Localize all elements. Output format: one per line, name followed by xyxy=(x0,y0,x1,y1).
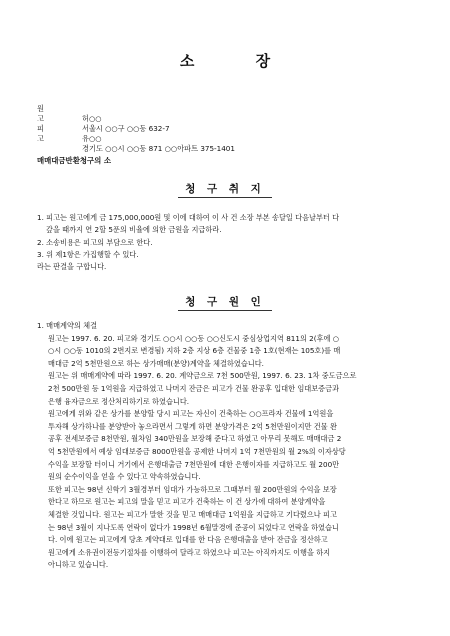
claims-title-underline xyxy=(178,197,272,198)
reason-line: 는 98년 3월이 지나도록 연락이 없다가 1998년 6월말경에 준공이 되었다고 연락을 하였습니 xyxy=(48,522,339,532)
reason-line: 공후 전세보증금 8천만원, 월차임 340만원을 보장해 준다고 하였고 아무리 못해도 매매대금 2 xyxy=(48,434,342,444)
reason-line: 원고에게 위와 같은 상가를 분양할 당시 피고는 자신이 건축하는 ○○프라자 건물에 1억원을 xyxy=(48,409,334,419)
reasons-title: 청 구 원 인 xyxy=(185,296,265,308)
reason-line: ○시 ○○동 1010의 2번지로 변경됨) 지하 2층 지상 6층 건물중 1층 1호(현재는 105호)를 매 xyxy=(48,346,341,356)
defendant-role: 피 고 xyxy=(37,124,58,143)
reason-line: 체결한 것입니다. 원고는 피고가 말한 것을 믿고 매매대금 1억원을 지급하고 기다렸으나 피고 xyxy=(48,509,337,519)
reason-line: 2천 500만원 등 1억원을 지급하였고 나머지 잔금은 피고가 건물 완공후 입대한 임대보증금과 xyxy=(48,383,340,393)
plaintiff-address: 서울시 ○○구 ○○동 632-7 xyxy=(82,124,170,133)
defendant-block xyxy=(37,124,235,154)
reason-line: 한다고 하므로 원고는 피고의 말을 믿고 피고가 건축하는 이 건 상가에 대하여 분양계약을 xyxy=(48,497,326,507)
claims-title: 청 구 취 지 xyxy=(185,183,265,195)
case-title: 매매대금반환청구의 소 xyxy=(37,156,111,165)
claim-line: 라는 판결을 구합니다. xyxy=(37,262,107,272)
reason-line: 원고는 1997. 6. 20. 피고와 경기도 ○○시 ○○동 ○○신도시 중심상업지역 811의 2(후에 ○ xyxy=(48,333,339,343)
claims-section xyxy=(37,212,429,273)
reasons-section xyxy=(37,320,429,572)
reason-line: 다. 이에 원고는 피고에게 당초 계약대로 입대를 한 다음 은행대출을 받아 잔금을 정산하고 xyxy=(48,535,328,545)
reason-line: 원고에게 소유권이전등기절차를 이행하여 달라고 하였으나 피고는 아직까지도 이행을 하지 xyxy=(48,547,331,557)
defendant-address: 경기도 ○○시 ○○동 871 ○○아파트 375-1401 xyxy=(82,144,235,153)
reason-line: 원의 순수이익을 얻을 수 있다고 약속하였습니다. xyxy=(48,472,201,482)
reason-line: 매대금 2억 5천만원으로 하는 상가매매(분양)계약을 체결하였습니다. xyxy=(48,358,264,368)
plaintiff-role: 원 고 xyxy=(37,104,58,123)
reason-line: 원고는 위 매매계약에 따라 1997. 6. 20. 계약금으로 7천 500만원, 1997. 6. 23. 1차 중도금으로 xyxy=(48,371,357,381)
reason-line: 투자해 상가하나를 분양받아 놓으라면서 그렇게 하면 분양가격은 2억 5천만원이지만 건물 완 xyxy=(48,421,337,431)
reason-line: 수익을 보장할 터이니 거기에서 은행대출금 7천만원에 대한 은행이자를 지급하고도 월 200만 xyxy=(48,459,340,469)
document-title: 소 장 xyxy=(179,52,299,70)
claim-line: 3. 위 제1항은 가집행할 수 있다. xyxy=(37,249,139,259)
reasons-title-underline xyxy=(178,310,272,311)
reasons-heading: 1. 매매계약의 체결 xyxy=(37,321,98,330)
claim-line: 2. 소송비용은 피고의 부담으로 한다. xyxy=(37,237,153,247)
claim-line: 갚을 때까지 연 2할 5푼의 비율에 의한 금원을 지급하라. xyxy=(46,225,222,235)
reason-line: 억 5천만원에서 예상 임대보증금 8000만원을 공제한 나머지 1억 7천만원의 월 2%의 이자상당 xyxy=(48,446,346,456)
reason-line: 은행 융자금으로 정산처리하기로 하였습니다. xyxy=(48,396,190,406)
defendant-name: 유○○ xyxy=(82,134,102,143)
claim-line: 1. 피고는 원고에게 금 175,000,000원 및 이에 대하여 이 사 건 소장 부본 송달일 다음날부터 다 xyxy=(37,213,340,222)
reason-line: 아니하고 있습니다. xyxy=(48,560,109,570)
plaintiff-name: 허○○ xyxy=(82,114,102,123)
reason-line: 또한 피고는 98년 신학기 3월경부터 임대가 가능하므로 그때부터 월 200만원의 수익을 보장 xyxy=(48,484,337,494)
